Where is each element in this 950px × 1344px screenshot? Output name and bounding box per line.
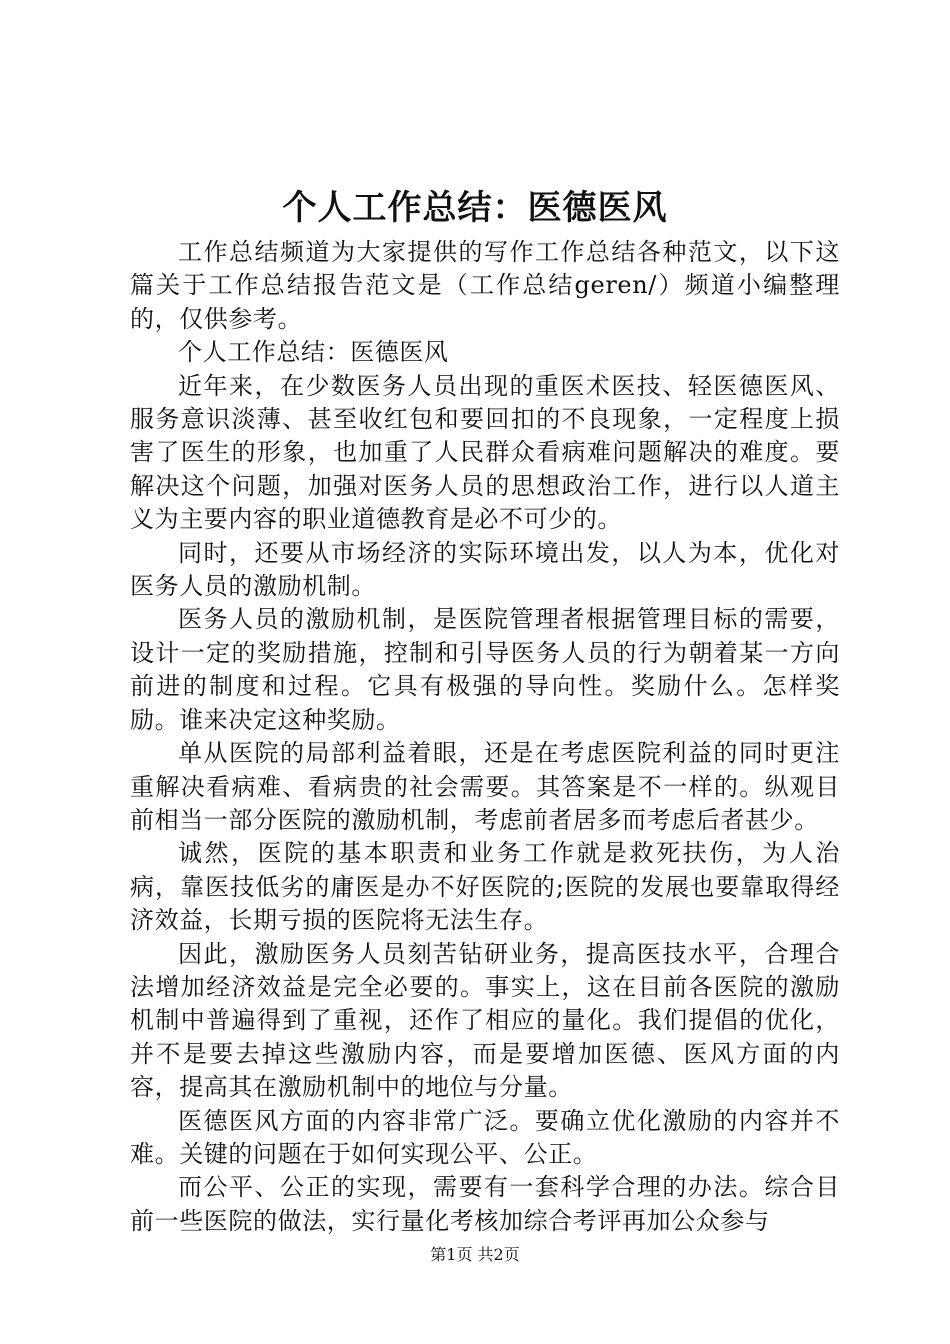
paragraph: 近年来，在少数医务人员出现的重医术医技、轻医德医风、服务意识淡薄、甚至收红包和要回扣的不良现象，一定程度上损害了医生的形象，也加重了人民群众看病难问题解决的难度。要解决这个问题，加强对医务人员的思想政治工作，进行以人道主义为主要内容的职业道德教育是必不可少的。 <box>130 371 840 534</box>
paragraph: 单从医院的局部利益着眼，还是在考虑医院利益的同时更注重解决看病难、看病贵的社会需要。其答案是不一样的。纵观目前相当一部分医院的激励机制，考虑前者居多而考虑后者甚少。 <box>130 739 840 834</box>
paragraph: 而公平、公正的实现，需要有一套科学合理的办法。综合目前一些医院的做法，实行量化考核加综合考评再加公众参与 <box>130 1173 840 1235</box>
paragraph-subtitle: 个人工作总结：医德医风 <box>178 338 449 367</box>
paragraph-intro: 工作总结频道为大家提供的写作工作总结各种范文，以下这篇关于工作总结报告范文是（工作总结geren/）频道小编整理的，仅供参考。 <box>130 238 840 333</box>
page-number-footer: 第1页 共2页 <box>430 1245 520 1264</box>
document-body <box>130 236 840 1238</box>
paragraph: 医德医风方面的内容非常广泛。要确立优化激励的内容并不难。关键的问题在于如何实现公平、公正。 <box>130 1106 840 1168</box>
paragraph: 诚然，医院的基本职责和业务工作就是救死扶伤，为人治病，靠医技低劣的庸医是办不好医院的;医院的发展也要靠取得经济效益，长期亏损的医院将无法生存。 <box>130 839 840 935</box>
paragraph: 医务人员的激励机制，是医院管理者根据管理目标的需要，设计一定的奖励措施，控制和引导医务人员的行为朝着某一方向前进的制度和过程。它具有极强的导向性。奖励什么。怎样奖励。谁来决定这种奖励。 <box>130 605 840 734</box>
paragraph: 因此，激励医务人员刻苦钻研业务，提高医技水平，合理合法增加经济效益是完全必要的。事实上，这在目前各医院的激励机制中普遍得到了重视，还作了相应的量化。我们提倡的优化，并不是要去掉这些激励内容，而是要增加医德、医风方面的内容，提高其在激励机制中的地位与分量。 <box>130 939 840 1102</box>
paragraph: 同时，还要从市场经济的实际环境出发，以人为本，优化对医务人员的激励机制。 <box>130 538 840 601</box>
document-title: 个人工作总结：医德医风 <box>282 188 668 228</box>
